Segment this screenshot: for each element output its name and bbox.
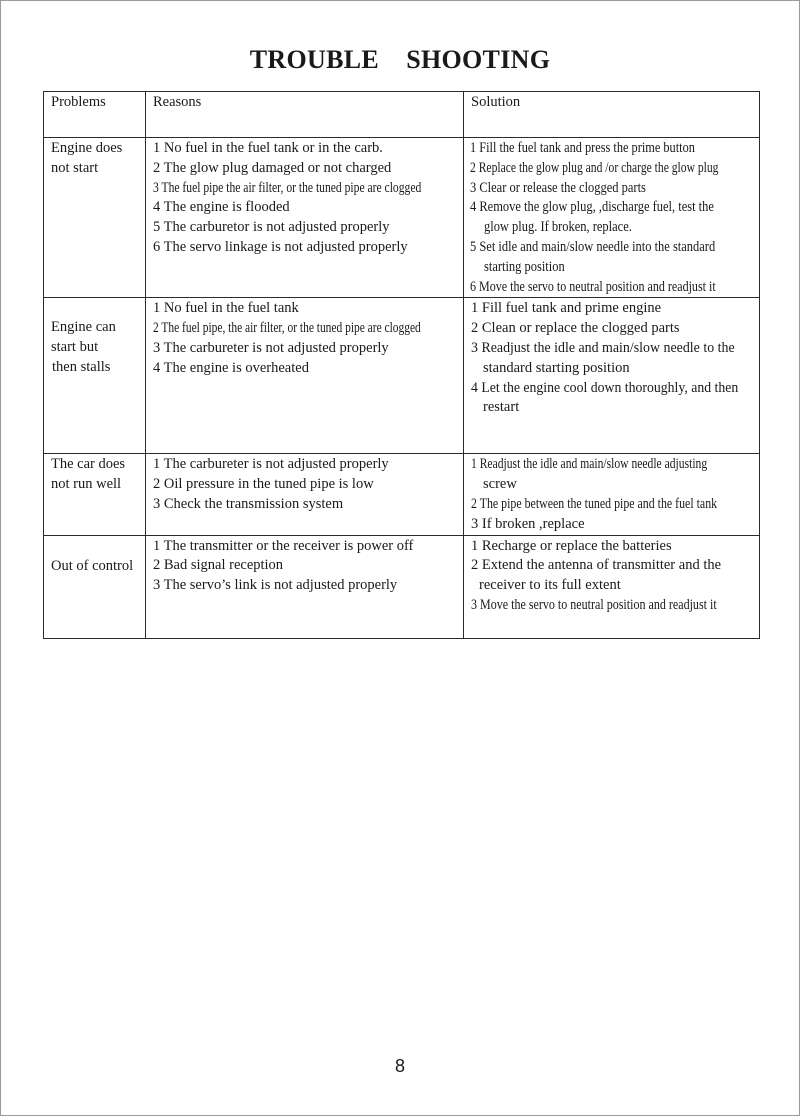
solution-line: 3 If broken ,replace <box>471 515 585 532</box>
solution-line: screw <box>483 476 517 493</box>
solution-line: 3 Readjust the idle and main/slow needle to the <box>471 339 735 356</box>
solution-cell <box>464 454 760 535</box>
solution-line: glow plug. If broken, replace. <box>484 219 632 236</box>
solution-cell <box>464 138 760 298</box>
reasons-cell <box>146 454 464 535</box>
solution-line: 3 Move the servo to neutral position and readjust it <box>471 596 717 613</box>
header-reasons: Reasons <box>146 92 464 138</box>
problem-cell <box>44 535 146 638</box>
reason-line: 4 The engine is overheated <box>153 359 309 376</box>
problem-line: not start <box>51 159 99 176</box>
solution-line: 5 Set idle and main/slow needle into the standard <box>470 238 716 255</box>
solution-line: 1 Fill fuel tank and prime engine <box>471 300 662 317</box>
table-row <box>44 138 760 298</box>
problem-line: Out of control <box>51 557 134 574</box>
reason-line: 3 Check the transmission system <box>153 495 344 512</box>
header-problems: Problems <box>44 92 146 138</box>
problem-cell <box>44 298 146 454</box>
reason-line: 1 The transmitter or the receiver is power off <box>153 537 414 554</box>
solution-line: 2 The pipe between the tuned pipe and the fuel tank <box>471 495 718 512</box>
solution-line: 2 Extend the antenna of transmitter and the <box>471 557 722 574</box>
reason-line: 5 The carburetor is not adjusted properly <box>153 219 390 236</box>
problem-line: The car does <box>51 456 126 473</box>
problem-cell <box>44 454 146 535</box>
solution-line: 1 Recharge or replace the batteries <box>471 537 672 554</box>
reasons-cell <box>146 138 464 298</box>
reason-line: 1 No fuel in the fuel tank <box>153 300 299 317</box>
problem-cell <box>44 138 146 298</box>
reason-line: 2 The glow plug damaged or not charged <box>153 159 392 176</box>
problem-line: start but <box>51 339 99 356</box>
reason-line: 2 Oil pressure in the tuned pipe is low <box>153 476 374 493</box>
table-row <box>44 535 760 638</box>
header-solution: Solution <box>464 92 760 138</box>
solution-line: restart <box>483 399 520 416</box>
solution-line: 6 Move the servo to neutral position and readjust it <box>470 278 716 295</box>
reason-line: 2 The fuel pipe, the air filter, or the tuned pipe are clogged <box>153 320 421 337</box>
table-header-row <box>44 92 760 138</box>
solution-line: 2 Replace the glow plug and /or charge the glow plug <box>470 159 719 176</box>
page-number: 8 <box>394 1056 405 1076</box>
solution-line: 4 Remove the glow plug, ,discharge fuel, test the <box>470 199 714 216</box>
solution-line: starting position <box>484 258 565 275</box>
solution-line: 1 Fill the fuel tank and press the prime button <box>470 140 695 156</box>
table-row <box>44 298 760 454</box>
solution-line: standard starting position <box>483 359 630 376</box>
solution-line: 4 Let the engine cool down thoroughly, and then <box>471 379 739 396</box>
solution-line: 2 Clean or replace the clogged parts <box>471 320 680 337</box>
reason-line: 3 The fuel pipe the air filter, or the tuned pipe are clogged <box>153 179 422 196</box>
solution-line: 3 Clear or release the clogged parts <box>470 179 646 196</box>
solution-cell <box>464 535 760 638</box>
solution-cell <box>464 298 760 454</box>
problem-line: Engine can <box>51 319 116 336</box>
reason-line: 1 The carbureter is not adjusted properly <box>153 456 389 473</box>
solution-line: receiver to its full extent <box>479 577 621 594</box>
reasons-cell <box>146 535 464 638</box>
reason-line: 3 The servo’s link is not adjusted properly <box>153 577 398 594</box>
reasons-cell <box>146 298 464 454</box>
troubleshooting-table <box>43 91 760 639</box>
reason-line: 3 The carbureter is not adjusted properly <box>153 339 389 356</box>
problem-line: then stalls <box>52 358 111 375</box>
table-row <box>44 454 760 535</box>
page-title: TROUBLE SHOOTING <box>249 45 551 74</box>
problem-line: Engine does <box>51 140 123 156</box>
reason-line: 6 The servo linkage is not adjusted properly <box>153 238 408 255</box>
solution-line: 1 Readjust the idle and main/slow needle adjusting <box>471 456 708 473</box>
reason-line: 1 No fuel in the fuel tank or in the carb. <box>153 140 383 156</box>
reason-line: 2 Bad signal reception <box>153 557 284 574</box>
reason-line: 4 The engine is flooded <box>153 199 290 216</box>
problem-line: not run well <box>51 476 122 493</box>
